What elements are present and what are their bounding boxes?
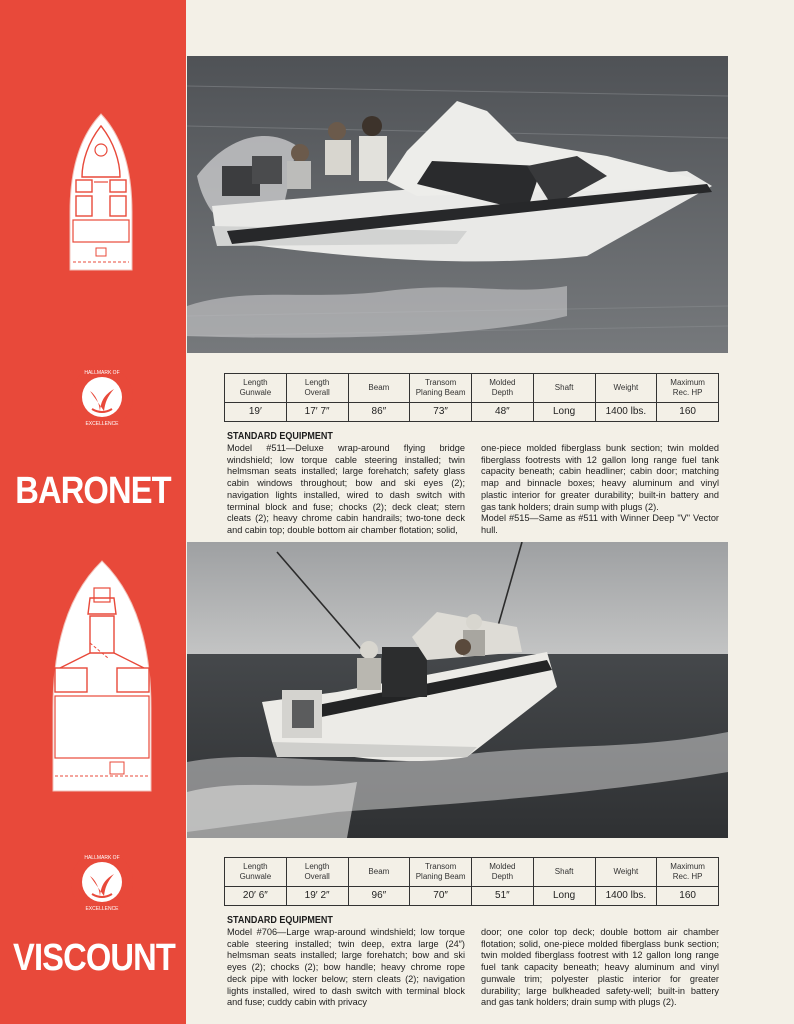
baronet-equipment-heading: STANDARD EQUIPMENT bbox=[227, 431, 333, 442]
viscount-equipment-col2: door; one color top deck; double bottom air chamber flotation; solid, one-piece molded fiberglass bunk section; twin molded fiberglass footrest with 12 gallon long range fuel tank capacity beneath; heavy aluminum and vinyl gunwale trim; polyester plastic interior for greater durability; large bulkheaded safety-well; built-in battery and gas tank holders; drain sump with plugs (2). bbox=[481, 927, 719, 1008]
baronet-equipment-col1: Model #511—Deluxe wrap-around flying bridge windshield; low torque cable steering installed; twin helmsman seats installed; large forehatch; safety glass cabin windows throughout; bow and ski eyes (2); navigation lights installed, wired to dash switch with terminal block and fuse; chocks (2); deck cleat; stern cleats (2); heavy chrome cabin handrails; two-tone deck and cabin top; double bottom air chamber flotation; solid, bbox=[227, 443, 465, 535]
spec-header: Length Overall bbox=[286, 374, 348, 403]
svg-text:HALLMARK OF: HALLMARK OF bbox=[84, 370, 120, 376]
spec-value: 19′ bbox=[225, 403, 287, 422]
spec-header: Transom Planing Beam bbox=[410, 858, 472, 887]
spec-value: 1400 lbs. bbox=[595, 887, 657, 906]
spec-header: Length Gunwale bbox=[225, 374, 287, 403]
svg-text:HALLMARK OF: HALLMARK OF bbox=[84, 855, 120, 861]
spec-header: Molded Depth bbox=[472, 374, 534, 403]
spec-header: Length Overall bbox=[286, 858, 348, 887]
viscount-equipment-col1: Model #706—Large wrap-around windshield; low torque cable steering installed; twin deep, extra large (24″) helmsman seats installed; large forehatch; bow and ski eyes (2); chocks (2); bow handle; heavy chrome rope deck pipe with locker below; stern cleats (2); navigation lights installed, wired to dash switch with terminal block and fuse; cuddy cabin with privacy bbox=[227, 927, 465, 1008]
baronet-spec-table bbox=[224, 373, 719, 422]
spec-header: Shaft bbox=[533, 374, 595, 403]
viscount-equipment-heading: STANDARD EQUIPMENT bbox=[227, 915, 333, 926]
spec-value: 96″ bbox=[348, 887, 410, 906]
spec-value: 51″ bbox=[472, 887, 534, 906]
spec-value: 20′ 6″ bbox=[225, 887, 287, 906]
baronet-equipment-col2-text: one-piece molded fiberglass bunk section; twin molded fiberglass footrests with 12 gallon long range fuel tank capacity beneath; cabin headliner; cabin door; matching map and binnacle boxes; heavy aluminum and vinyl plastic interior for greater durability; built-in battery and gas tank holders; drain sump with plugs (2). bbox=[481, 443, 719, 512]
spec-value: 73″ bbox=[410, 403, 472, 422]
baronet-deck-plan bbox=[68, 112, 134, 272]
viscount-deck-plan bbox=[50, 558, 154, 794]
spec-value: 70″ bbox=[410, 887, 472, 906]
spec-value: 17′ 7″ bbox=[286, 403, 348, 422]
spec-header: Molded Depth bbox=[472, 858, 534, 887]
spec-header: Weight bbox=[595, 374, 657, 403]
spec-header: Shaft bbox=[533, 858, 595, 887]
spec-value: Long bbox=[533, 403, 595, 422]
spec-value: 1400 lbs. bbox=[595, 403, 657, 422]
spec-value: 86″ bbox=[348, 403, 410, 422]
baronet-photo bbox=[187, 56, 728, 353]
spec-header: Maximum Rec. HP bbox=[657, 858, 719, 887]
baronet-title: BARONET bbox=[15, 470, 171, 512]
spec-header: Weight bbox=[595, 858, 657, 887]
viscount-photo bbox=[187, 542, 728, 838]
spec-value: Long bbox=[533, 887, 595, 906]
spec-header: Beam bbox=[348, 374, 410, 403]
spec-header: Maximum Rec. HP bbox=[657, 374, 719, 403]
spec-value: 19′ 2″ bbox=[286, 887, 348, 906]
spec-header: Transom Planing Beam bbox=[410, 374, 472, 403]
viscount-title: VISCOUNT bbox=[13, 937, 176, 979]
viscount-spec-table bbox=[224, 857, 719, 906]
spec-value: 160 bbox=[657, 403, 719, 422]
baronet-equipment-model515: Model #515—Same as #511 with Winner Deep "V" Vector hull. bbox=[481, 513, 719, 535]
spec-header: Beam bbox=[348, 858, 410, 887]
svg-text:EXCELLENCE: EXCELLENCE bbox=[85, 421, 119, 427]
svg-text:EXCELLENCE: EXCELLENCE bbox=[85, 906, 119, 912]
spec-header: Length Gunwale bbox=[225, 858, 287, 887]
hallmark-emblem-icon bbox=[70, 365, 134, 429]
baronet-equipment-col2 bbox=[481, 443, 719, 537]
hallmark-emblem-icon bbox=[70, 850, 134, 914]
spec-value: 160 bbox=[657, 887, 719, 906]
spec-value: 48″ bbox=[472, 403, 534, 422]
